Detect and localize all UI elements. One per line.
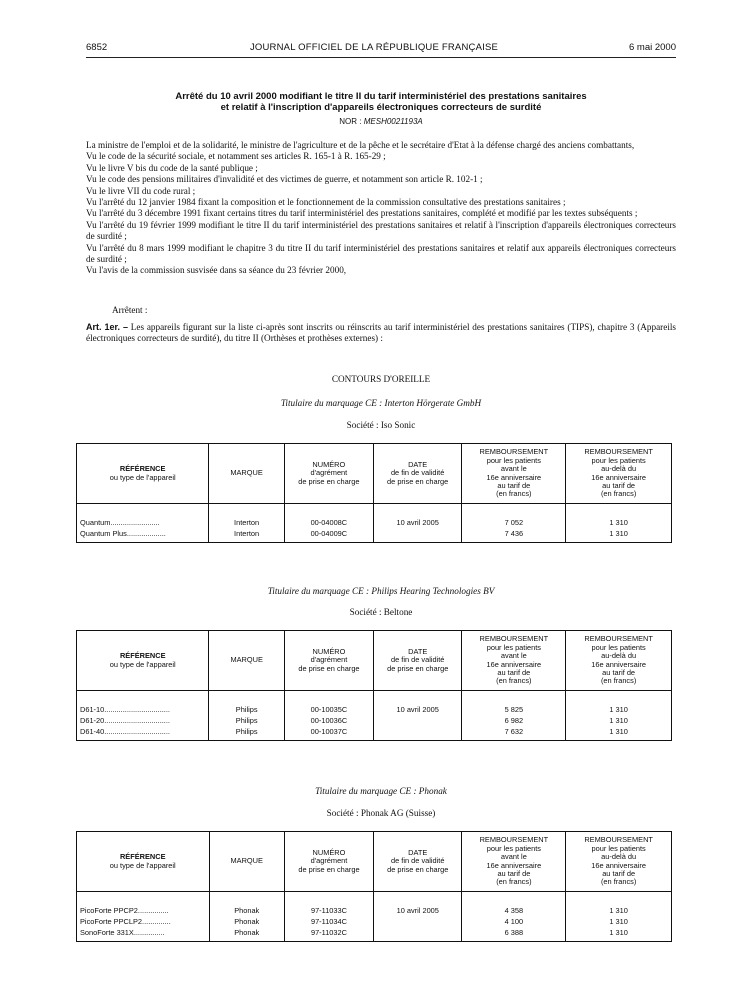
col-remb-under: REMBOURSEMENT pour les patients avant le 16e anniversaire au tarif de (en francs) (462, 832, 566, 892)
table-row: PicoForte PPCLP2.............. Phonak 97-11034C 4 100 1 310 (77, 916, 672, 927)
preamble-line: Vu le code des pensions militaires d'invalidité et des victimes de guerre, et notamment son article R. 102-1 ; (86, 174, 483, 185)
table-row: D61-20................................ Philips 00-10036C 6 982 1 310 (77, 715, 672, 726)
table-header-row (77, 444, 672, 504)
leader-dots: ................... (126, 529, 166, 538)
article-label: Art. 1er. – (86, 322, 128, 332)
table-row: D61-40................................ Philips 00-10037C 7 632 1 310 (77, 726, 672, 737)
titulaire-line: Titulaire du marquage CE : Phonak (315, 786, 447, 796)
decree-title-line-2: et relatif à l'inscription d'appareils électroniques correcteurs de surdité (220, 102, 542, 113)
col-date: DATE de fin de validité de prise en charge (373, 631, 461, 691)
nor-code: MESH0021193A (363, 117, 423, 126)
col-remb-over: REMBOURSEMENT pour les patients au-delà du 16e anniversaire au tarif de (en francs) (566, 631, 672, 691)
decree-title (86, 91, 676, 113)
article-text: Les appareils figurant sur la liste ci-après sont inscrits ou réinscrits au tarif interministériel des prestations sanitaires (TIPS), chapitre 3 (Appareils électroniques correcteurs de surdité), du titre II (Orthèses et prothèses externes) : (86, 322, 676, 344)
arretent: Arrêtent : (112, 305, 148, 315)
preamble-line: Vu l'avis de la commission susvisée dans sa séance du 23 février 2000, (86, 265, 347, 276)
device-table (76, 831, 672, 942)
table-header-row (77, 832, 672, 892)
col-reference: RÉFÉRENCE ou type de l'appareil (77, 631, 209, 691)
societe-line: Société : Beltone (349, 607, 413, 617)
page-number: 6852 (86, 42, 108, 53)
col-remb-under: REMBOURSEMENT pour les patients avant le 16e anniversaire au tarif de (en francs) (462, 444, 566, 504)
col-remb-over: REMBOURSEMENT pour les patients au-delà du 16e anniversaire au tarif de (en francs) (566, 444, 672, 504)
leader-dots: ............... (137, 906, 169, 915)
header-rule (86, 57, 676, 58)
device-table (76, 630, 672, 741)
table-row: Quantum Plus................... Interton 00-04009C 7 436 1 310 (77, 528, 672, 539)
col-marque: MARQUE (209, 832, 284, 892)
preamble-line: Vu le code de la sécurité sociale, et notamment ses articles R. 165-1 à R. 165-29 ; (86, 151, 386, 162)
leader-dots: ............... (133, 928, 165, 937)
col-date: DATE de fin de validité de prise en charge (374, 832, 462, 892)
preamble-line: Vu l'arrêté du 3 décembre 1991 fixant certains titres du tarif interministériel des prestations sanitaires, complété et modifié par les textes subséquents ; (86, 208, 638, 219)
col-reference: RÉFÉRENCE ou type de l'appareil (77, 832, 210, 892)
preamble-line: Vu le livre V bis du code de la santé publique ; (86, 162, 258, 173)
col-numero: NUMÉRO d'agrément de prise en charge (284, 631, 373, 691)
device-table (76, 443, 672, 543)
col-marque: MARQUE (209, 444, 284, 504)
preamble-line: Vu l'arrêté du 19 février 1999 modifiant le titre II du tarif interministériel des prestations sanitaires et relatif à l'inscription d'appareils électroniques correcteurs de surdité ; (86, 219, 676, 242)
nor-label: NOR : (339, 117, 362, 126)
titulaire-line: Titulaire du marquage CE : Philips Hearing Technologies BV (267, 586, 495, 596)
table-header-row (77, 631, 672, 691)
col-remb-over: REMBOURSEMENT pour les patients au-delà du 16e anniversaire au tarif de (en francs) (566, 832, 672, 892)
publication-date: 6 mai 2000 (628, 42, 676, 53)
nor-reference (86, 117, 676, 126)
col-numero: NUMÉRO d'agrément de prise en charge (284, 444, 373, 504)
decree-title-line-1: Arrêté du 10 avril 2000 modifiant le titre II du tarif interministériel des prestations sanitaires (175, 91, 587, 102)
preamble-line: La ministre de l'emploi et de la solidarité, le ministre de l'agriculture et de la pêche et le secrétaire d'Etat à la défense chargé des anciens combattants, (86, 140, 635, 150)
section-title: CONTOURS D'OREILLE (331, 374, 431, 384)
leader-dots: ................................ (104, 716, 170, 725)
societe-line: Société : Iso Sonic (346, 420, 416, 430)
societe-line: Société : Phonak AG (Suisse) (326, 808, 436, 818)
page-header (0, 42, 748, 56)
leader-dots: ................................ (104, 727, 170, 736)
leader-dots: ........................ (110, 518, 160, 527)
col-marque: MARQUE (209, 631, 284, 691)
preamble-line: Vu le livre VII du code rural ; (86, 185, 196, 196)
table-row: D61-10................................ Philips 00-10035C 10 avril 2005 5 825 1 310 (77, 704, 672, 715)
preamble (86, 140, 676, 277)
col-remb-under: REMBOURSEMENT pour les patients avant le 16e anniversaire au tarif de (en francs) (462, 631, 566, 691)
col-reference: RÉFÉRENCE ou type de l'appareil (77, 444, 209, 504)
col-numero: NUMÉRO d'agrément de prise en charge (284, 832, 373, 892)
journal-title: JOURNAL OFFICIEL DE LA RÉPUBLIQUE FRANÇAISE (249, 42, 499, 53)
col-date: DATE de fin de validité de prise en charge (373, 444, 462, 504)
table-row: Quantum........................ Interton 00-04008C 10 avril 2005 7 052 1 310 (77, 517, 672, 528)
preamble-line: Vu l'arrêté du 12 janvier 1984 fixant la composition et le fonctionnement de la commission consultative des prestations sanitaires ; (86, 197, 566, 208)
table-row: SonoForte 331X............... Phonak 97-11032C 6 388 1 310 (77, 927, 672, 938)
table-row: PicoForte PPCP2............... Phonak 97-11033C 10 avril 2005 4 358 1 310 (77, 905, 672, 916)
titulaire-line: Titulaire du marquage CE : Interton Hörgerate GmbH (280, 398, 482, 408)
article-1 (86, 322, 676, 345)
leader-dots: ................................ (104, 705, 170, 714)
preamble-line: Vu l'arrêté du 8 mars 1999 modifiant le chapitre 3 du titre II du tarif interministériel des prestations sanitaires et relatif aux appareils électroniques correcteurs de surdité ; (86, 242, 676, 265)
leader-dots: .............. (142, 917, 171, 926)
